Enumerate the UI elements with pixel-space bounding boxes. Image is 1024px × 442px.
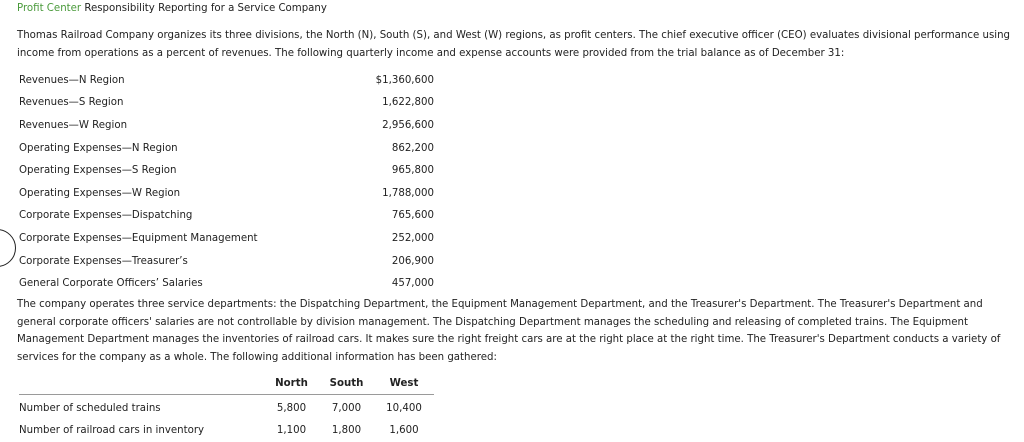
column-header-west: West (374, 372, 434, 395)
account-amount: $1,360,600 (375, 74, 434, 86)
intro-paragraph: Thomas Railroad Company organizes its three divisions, the North (N), South (S), and West (W) regions, as profit centers. The chief executive officer (CEO) evaluates divisional performance using income from operations as a percent of revenues. The following quarterly income and expense accounts were provided from the trial balance as of December 31: (17, 30, 1011, 59)
column-header-south: South (319, 372, 374, 395)
west-value: 1,600 (389, 425, 419, 437)
account-amount: 1,622,800 (382, 97, 434, 109)
account-amount: 862,200 (391, 142, 434, 154)
row-label: Number of scheduled trains (19, 402, 161, 414)
column-header-north: North (264, 372, 319, 395)
account-amount: 1,788,000 (382, 187, 434, 199)
column-header-label (19, 372, 264, 395)
table-row (19, 92, 434, 115)
cursor-ring-decoration (0, 229, 16, 267)
account-label: Operating Expenses—N Region (19, 142, 178, 154)
west-value: 10,400 (386, 402, 422, 414)
account-label: Corporate Expenses—Treasurer’s (19, 255, 188, 267)
account-label: Revenues—S Region (19, 97, 124, 109)
table-row (19, 227, 434, 250)
account-label: Revenues—N Region (19, 74, 125, 86)
account-amount: 765,600 (391, 210, 434, 222)
account-amount: 2,956,600 (382, 119, 434, 131)
table-row (19, 395, 434, 420)
account-amount: 252,000 (391, 232, 434, 244)
table-row (19, 159, 434, 182)
table-row (19, 205, 434, 228)
description-paragraph: The company operates three service departments: the Dispatching Department, the Equipment Management Department, and the Treasurer's Department. The Treasurer's Department and general corporate officers' salaries are not controllable by division management. The Dispatching Department manages the scheduling and releasing of completed trains. The Equipment Management Department manages the inventories of railroad cars. It makes sure the right freight cars are at the right place at the right time. The Treasurer's Department conducts a variety of services for the company as a whole. The following additional information has been gathered: (17, 299, 1001, 363)
table-row (19, 137, 434, 160)
account-label: Revenues—W Region (19, 119, 128, 131)
account-label: Corporate Expenses—Dispatching (19, 210, 193, 222)
account-amount: 965,800 (391, 165, 434, 177)
heading-tag: Profit Center (17, 3, 82, 14)
table-row (19, 250, 434, 273)
heading-title: Responsibility Reporting for a Service Company (84, 3, 327, 14)
trial-balance-table (19, 69, 434, 295)
table-row (19, 272, 434, 295)
table-row (19, 420, 434, 442)
table-header-row (19, 372, 434, 395)
table-row (19, 69, 434, 92)
account-label: Operating Expenses—S Region (19, 165, 177, 177)
account-amount: 206,900 (391, 255, 434, 267)
account-label: Corporate Expenses—Equipment Management (19, 232, 258, 244)
account-label: General Corporate Officers’ Salaries (19, 278, 203, 290)
south-value: 1,800 (331, 425, 362, 437)
north-value: 1,100 (276, 425, 307, 437)
table-row (19, 182, 434, 205)
table-row (19, 114, 434, 137)
additional-info-table (19, 372, 434, 442)
south-value: 7,000 (331, 402, 362, 414)
account-label: Operating Expenses—W Region (19, 187, 181, 199)
page-heading (17, 3, 327, 14)
north-value: 5,800 (276, 402, 307, 414)
account-amount: 457,000 (391, 278, 434, 290)
row-label: Number of railroad cars in inventory (19, 425, 205, 437)
